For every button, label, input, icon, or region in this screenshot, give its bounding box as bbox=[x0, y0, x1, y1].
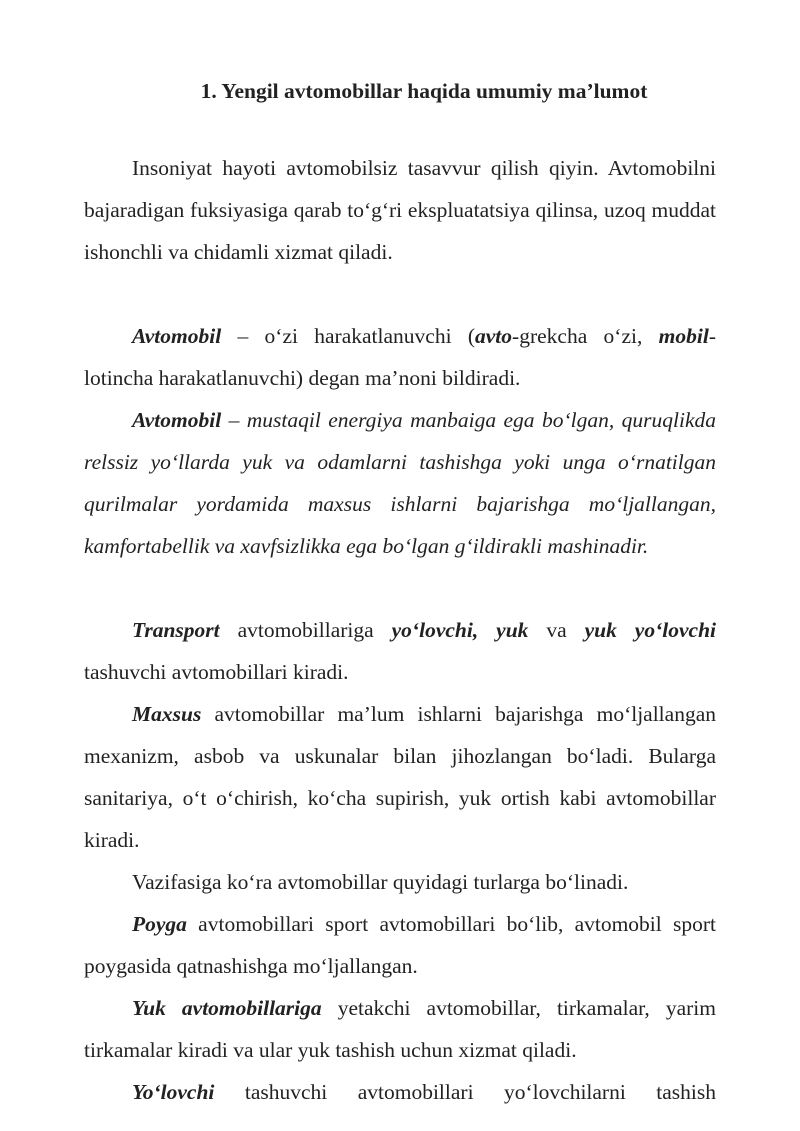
transport-text-4: tashuvchi avtomobillari kiradi. bbox=[84, 660, 349, 684]
intro-text: Insoniyat hayoti avtomobilsiz tasavvur qilish qiyin. Avtomobilni bajaradigan fuksiyasiga qarab to‘g‘ri ekspluatatsiya qilinsa, uzoq muddat ishonchli va chidamli xizmat qiladi. bbox=[84, 156, 716, 264]
term-maxsus: Maxsus bbox=[132, 702, 202, 726]
maxsus-text: avtomobillar ma’lum ishlarni bajarishga mo‘ljallangan mexanizm, asbob va uskunalar bilan jihozlangan bo‘ladi. Bularga sanitariya, o‘t o‘chirish, ko‘cha supirish, yuk ortish kabi avtomobillar kiradi. bbox=[84, 702, 716, 852]
yolovchi-text: tashuvchi avtomobillari yo‘lovchilarni tashish bbox=[214, 1080, 716, 1104]
paragraph-maxsus bbox=[84, 693, 716, 861]
term-avtomobil: Avtomobil bbox=[132, 324, 222, 348]
term-transport: Transport bbox=[132, 618, 220, 642]
transport-text-1: avtomobillariga bbox=[219, 618, 392, 642]
poyga-text: avtomobillari sport avtomobillari bo‘lib, avtomobil sport poygasida qatnashishga mo‘ljallangan. bbox=[84, 912, 716, 978]
term-yuk: yuk bbox=[496, 618, 529, 642]
etymology-text-1: – o‘zi harakatlanuvchi ( bbox=[221, 324, 476, 348]
term-mobil: mobil bbox=[658, 324, 709, 348]
paragraph-yolovchi bbox=[84, 1071, 716, 1113]
paragraph-avtomobil-definition bbox=[84, 399, 716, 567]
term-yolovchi: yo‘lovchi, bbox=[391, 618, 479, 642]
paragraph-intro bbox=[84, 147, 716, 273]
etymology-text-2: -grekcha o‘zi, bbox=[512, 324, 659, 348]
transport-text-2 bbox=[478, 618, 496, 642]
paragraph-classification bbox=[84, 861, 716, 903]
paragraph-yuk bbox=[84, 987, 716, 1071]
section-title: 1. Yengil avtomobillar haqida umumiy ma’lumot bbox=[200, 79, 648, 103]
term-poyga: Poyga bbox=[132, 912, 187, 936]
classification-text: Vazifasiga ko‘ra avtomobillar quyidagi turlarga bo‘linadi. bbox=[132, 870, 629, 894]
yuk-text: yetakchi avtomobillar, tirkamalar, yarim tirkamalar kiradi va ular yuk tashish uchun xizmat qiladi. bbox=[84, 996, 716, 1062]
term-yuk-avtomobillariga: Yuk avtomobillariga bbox=[132, 996, 322, 1020]
etymology-text-3: -lotincha harakatlanuvchi) degan ma’noni bildiradi. bbox=[84, 324, 716, 390]
paragraph-poyga bbox=[84, 903, 716, 987]
term-yolovchi-tashuvchi: Yo‘lovchi bbox=[132, 1080, 215, 1104]
term-avtomobil-definition: Avtomobil bbox=[132, 408, 222, 432]
paragraph-transport bbox=[84, 609, 716, 693]
term-avto: avto bbox=[475, 324, 513, 348]
transport-text-3: va bbox=[528, 618, 585, 642]
term-yuk-yolovchi: yuk yo‘lovchi bbox=[584, 618, 716, 642]
paragraph-avtomobil-etymology bbox=[84, 315, 716, 399]
definition-text: – mustaqil energiya manbaiga ega bo‘lgan, quruqlikda relssiz yo‘llarda yuk va odamlarni tashishga yoki unga o‘rnatilgan qurilmalar yordamida maxsus ishlarni bajarishga mo‘ljallangan, kamfortabellik va xavfsizlikka ega bo‘lgan g‘ildirakli mashinadir. bbox=[84, 408, 716, 558]
